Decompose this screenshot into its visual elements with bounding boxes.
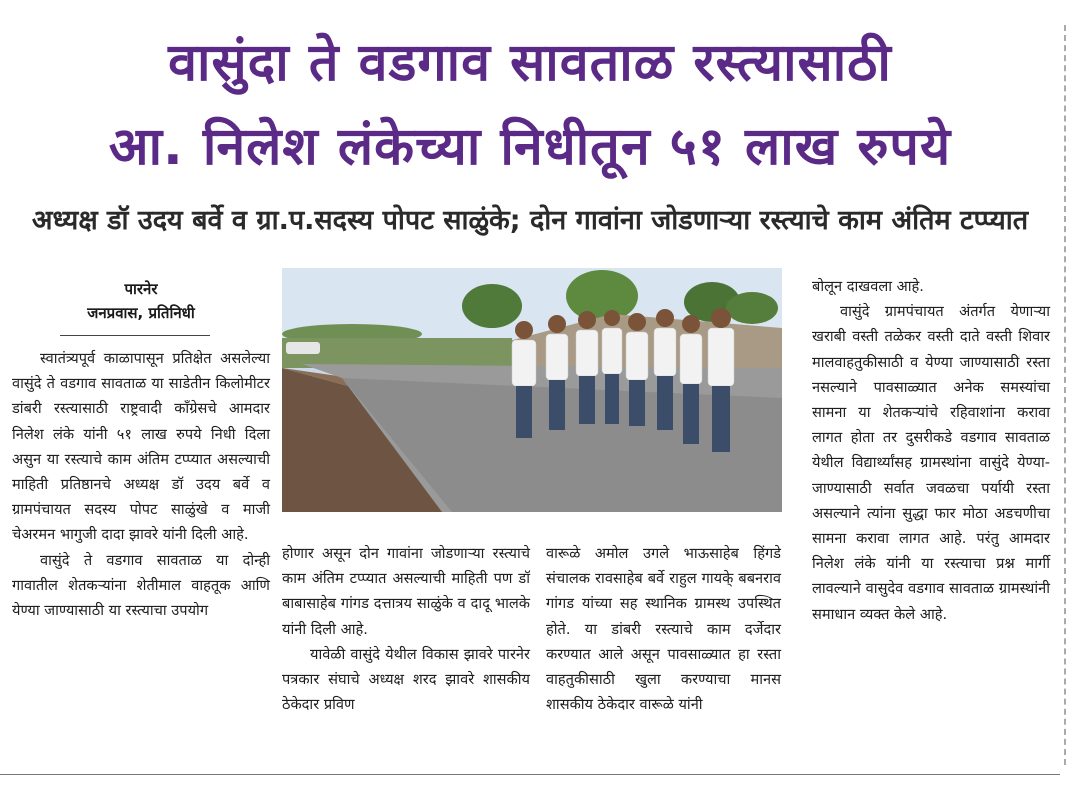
headline-line-1: वासुंदा ते वडगाव सावताळ रस्त्यासाठी bbox=[168, 33, 892, 93]
paragraph: वारूळे अमोल उगले भाऊसाहेब हिंगडे संचालक रावसाहेब बर्वे राहुल गायके् बबनराव गांगड यांच्या सह स्थानिक ग्रामस्थ उपस्थित होते. या डांबरी रस्त्याचे काम दर्जेदार करण्यात आले असून पावसाळ्यात हा रस्ता वाहतुकीसाठी खुला करण्याचा मानस शासकीय ठेकेदार वारूळे यांनी bbox=[546, 545, 781, 714]
article-column-1 bbox=[12, 346, 270, 623]
headline-line-2: आ. निलेश लंकेच्या निधीतून ५१ लाख रुपये bbox=[108, 117, 952, 177]
paragraph: स्वातंत्र्यपूर्व काळापासून प्रतिक्षेत असलेल्या वासुंदे ते वडगाव सावताळ या साडेतीन किलोमीटर डांबरी रस्त्यासाठी राष्ट्रवादी कॉंग्रेसचे आमदार निलेश लंके यांनी ५१ लाख रुपये निधी दिला असुन या रस्त्याचे काम अंतिम टप्प्यात असल्याची माहिती प्रतिष्ठानचे अध्यक्ष डॉ उदय बर्वे व ग्रामपंचायत सदस्य पोपट साळुंखे व माजी चेअरमन भागुजी दादा झावरे यांनी दिली आहे. bbox=[12, 350, 270, 544]
paragraph: बोलून दाखवला आहे. bbox=[812, 278, 924, 295]
article-column-4 bbox=[812, 274, 1050, 627]
paragraph: होणार असून दोन गावांना जोडणाऱ्या रस्त्याचे काम अंतिम टप्प्यात असल्याची माहिती पण डॉ बाबासाहेब गांगड दत्तात्रय साळुंके व दादू भालके यांनी दिली आहे. bbox=[282, 545, 530, 638]
column-divider bbox=[1064, 25, 1066, 765]
subheadline: अध्यक्ष डॉ उदय बर्वे व ग्रा.प.सदस्य पोपट साळुंके; दोन गावांना जोडणाऱ्या रस्त्याचे काम अंतिम टप्प्यात bbox=[31, 205, 1029, 236]
photo-illustration bbox=[282, 268, 782, 512]
paragraph: यावेळी वासुंदे येथील विकास झावरे पारनेर पत्रकार संघाचे अध्यक्ष शरद झावरे शासकीय ठेकेदार प्रविण bbox=[282, 645, 530, 714]
article-column-3 bbox=[546, 541, 781, 717]
paragraph: वासुंदे ग्रामपंचायत अंतर्गत येणाऱ्या खराबी वस्ती तळेकर वस्ती दाते वस्ती शिवार मालवाहतुकीसाठी व येण्या जाण्यासाठी रस्ता नसल्याने पावसाळ्यात अनेक समस्यांचा सामना या शेतकऱ्यांचे रहिवाशांना करावा लागत होता तर दुसरीकडे वडगाव सावताळ येथील विद्यार्थ्यांसह ग्रामस्थांना वासुंदे येण्या-जाण्यासाठी सर्वात जवळचा पर्यायी रस्ता असल्याने त्यांना सुद्धा फार मोठा अडचणीचा सामना करावा लागत आहे. परंतु आमदार निलेश लंके यांनी या रस्त्याचा प्रश्न मार्गी लावल्याने वासुदेव वडगाव सावताळ ग्रामस्थांनी समाधान व्यक्त केले आहे. bbox=[812, 303, 1050, 623]
article-column-2 bbox=[282, 541, 530, 717]
byline-place: पारनेर bbox=[124, 280, 158, 298]
paragraph: वासुंदे ते वडगाव सावताळ या दोन्ही गावातील शेतकऱ्यांना शेतीमाल वाहतूक आणि येण्या जाण्यासाठी या रस्त्याचा उपयोग bbox=[12, 551, 270, 620]
news-photo bbox=[282, 268, 782, 512]
byline-source: जनप्रवास, प्रतिनिधी bbox=[87, 304, 195, 322]
page-bottom-rule bbox=[0, 774, 1060, 775]
byline-divider bbox=[60, 335, 210, 336]
